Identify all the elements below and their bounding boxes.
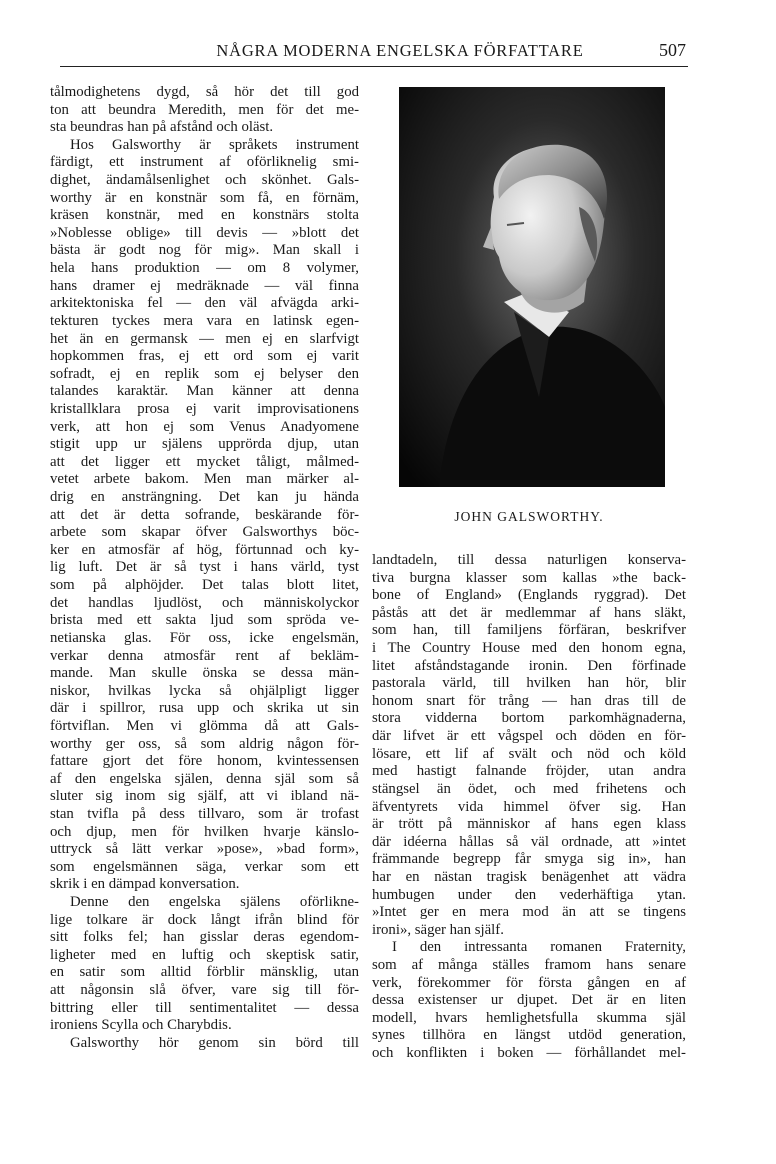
text-line: lösare, ett lif af svält och nöd och köld	[372, 745, 686, 762]
text-line: ironiens Scylla och Charybdis.	[50, 1017, 232, 1034]
text-line: kristallklara prosa ej varit improvisationens	[50, 400, 359, 417]
text-line: Denne den engelska själens oförlikne-	[70, 894, 359, 911]
text-line: litet afståndstagande ironin. Den förfinade	[372, 657, 686, 674]
text-line: är trött på människor af hans egen klass	[372, 816, 686, 833]
portrait-photo	[399, 87, 665, 487]
author-portrait	[399, 87, 665, 487]
text-line: humbugen under den vederhäftiga ytan.	[372, 886, 686, 903]
text-line: landtadeln, till dessa naturligen konserva-	[372, 552, 686, 568]
text-line: att någonsin slå öfver, vare sig till för-	[50, 982, 359, 999]
text-line: mande. Man skulle önska se dessa män-	[50, 665, 359, 682]
text-line: Galsworthy hör genom sin börd till	[70, 1034, 359, 1051]
text-line: vetet arbete bakom. Men man märker al-	[50, 471, 359, 488]
text-line: hopkommen fras, ej ett ord som ej varit	[50, 348, 359, 365]
text-line: pastorala värld, till hvilken han hör, blir	[372, 675, 686, 692]
text-line: I den intressanta romanen Fraternity,	[392, 939, 686, 956]
figure-caption: JOHN GALSWORTHY.	[454, 509, 604, 524]
text-line: att det ligger ett mycket tåligt, målmed-	[50, 453, 359, 470]
text-line: bästa är godt nog för mig». Man skall i	[50, 242, 359, 259]
header-rule	[60, 66, 688, 67]
page-number: 507	[659, 40, 686, 60]
text-line: »Noblesse oblige» till devis — »blott det	[50, 224, 359, 241]
text-line: talandes karaktär. Man känner att denna	[50, 383, 359, 400]
text-line: stigit upp ur själens upprörda djup, utan	[50, 436, 359, 453]
text-line: lig luft. Det är så tyst i hans värld, tyst	[50, 559, 359, 576]
text-line: Hos Galsworthy är språkets instrument	[70, 136, 359, 153]
text-line: verk, att hon ej som Venus Anadyomene	[50, 418, 359, 435]
text-line: modell, hvars hemlighetsfulla skumma själ	[372, 1009, 686, 1026]
text-line: verkar denna atmosfär rent af bekläm-	[50, 647, 359, 664]
text-line: tålmodighetens dygd, så hör det till god	[50, 84, 359, 100]
text-line: sta beundras han på afstånd och oläst.	[50, 119, 274, 136]
text-line: ligheter med en luftig och skeptisk satir,	[50, 946, 359, 963]
text-line: ton att beundra Meredith, men för det me-	[50, 101, 359, 118]
text-line: stora vidderna bortom parkomhägnaderna,	[372, 710, 686, 727]
text-line: främmande begrepp får smyga sig in», han	[372, 851, 686, 868]
text-line: som han, till familjens förfäran, beskrifver	[372, 622, 686, 639]
text-line: worthy är en konstnär som få, en förnäm,	[50, 189, 359, 206]
text-line: uttryck så lätt verkar »pose», »bad form»,	[50, 841, 359, 858]
right-text-column	[372, 552, 686, 1063]
text-line: lige tolkare är dock långt ifrån blind för	[50, 911, 359, 928]
text-line: sofradt, ej en replik som ej belyser den	[50, 365, 359, 382]
text-line: hela hans produktion — om 8 volymer,	[50, 260, 359, 277]
text-line: arbete som skapar öfver Galsworthys böc-	[50, 524, 359, 541]
text-line: och djup, men för hvilken hvarje känslo-	[50, 823, 359, 840]
text-line: som engelsmännen säga, verkar som ett	[50, 858, 359, 875]
text-line: dighet, ändamålsenlighet och skönhet. Gals-	[50, 172, 359, 189]
text-line: honom snart för trång — han dras till de	[372, 692, 686, 709]
text-line: af den engelska själen, denna själ som så	[50, 770, 359, 787]
left-text-column	[50, 84, 359, 1053]
text-line: arkitektoniska fel — den väl afvägda arki-	[50, 295, 359, 312]
text-line: har en nästan tragisk benägenhet att vädra	[372, 868, 686, 885]
text-line: synes tillhöra en längst utdöd generation,	[372, 1027, 686, 1044]
text-line: niskor, hvilkas lycka så ohjälpligt ligger	[50, 682, 359, 699]
text-line: kräsen konstnär, med en konstnärs stolta	[50, 207, 359, 224]
text-line: ker en atmosfär af hög, förtunnad och ky-	[50, 541, 359, 558]
text-line: het än en germansk — men ej en slarfvigt	[50, 330, 359, 347]
text-line: där lifvet är ett vågspel och döden en för-	[372, 728, 686, 745]
text-line: brista med ett sakta ljud som spröda ve-	[50, 612, 359, 629]
text-line: tiva burgna klasser som kallas »the back-	[372, 569, 686, 586]
text-line: worthy ger oss, så som aldrig någon för-	[50, 735, 359, 752]
text-line: där idéerna hållas så väl ordnade, att »intet	[372, 833, 686, 850]
text-line: verk, förekommer för första gången en af	[372, 974, 686, 991]
running-title: NÅGRA MODERNA ENGELSKA FÖRFATTARE	[216, 41, 584, 60]
text-line: med hastigt falnande fröjder, utan andra	[372, 763, 686, 780]
text-line: färdigt, ett instrument af oförliknelig smi-	[50, 154, 359, 171]
text-line: det handlas ljudlöst, och människolyckor	[50, 594, 359, 611]
text-line: hans dramer ej medräknade — väl finna	[50, 277, 359, 294]
text-line: sitt folks fel; han gisslar deras egendom-	[50, 929, 359, 946]
text-line: en satir som alltid förblir mänsklig, utan	[50, 964, 359, 981]
text-line: där i spillror, rusa upp och skrika ut sin	[50, 700, 359, 717]
text-line: äfventyrets vida himmel öfver sig. Han	[372, 798, 686, 815]
text-line: i The Country House med den honom egna,	[372, 640, 686, 657]
text-line: som på alphöjder. Det talas blott litet,	[50, 577, 359, 594]
text-line: drig en ansträngning. Det kan ju hända	[50, 489, 359, 506]
text-line: »Intet ger en mera mod än att se tingens	[372, 904, 686, 921]
text-line: fattare gjort det före honom, kvintessensen	[50, 753, 359, 770]
text-line: påstås att det är medlemmar af hans släkt,	[372, 604, 686, 621]
text-line: förtviflan. Men vi glömma då att Gals-	[50, 717, 359, 734]
text-line: att det är detta sofrande, beskärande för-	[50, 506, 359, 523]
text-line: som af många ställes framom hans senare	[372, 957, 686, 974]
text-line: och konflikten i boken — förhållandet mel-	[372, 1045, 686, 1062]
running-header	[60, 40, 688, 68]
text-line: bone of England» (Englands ryggrad). Det	[372, 587, 686, 604]
text-line: skrik i en dämpad konversation.	[50, 876, 240, 893]
text-line: stängsel än ödet, och med frihetens och	[372, 780, 686, 797]
text-line: netianska glas. För oss, icke engelsmän,	[50, 629, 359, 646]
text-line: stan tvifla på dess tillvaro, som är trofast	[50, 805, 359, 822]
text-line: ironi», säger han själf.	[372, 921, 504, 938]
text-line: bittring eller till sentimentalitet — dessa	[50, 999, 359, 1016]
text-line: dessa existenser ur djupet. Det är en liten	[372, 992, 686, 1009]
text-line: sluter sig inom sig själf, att vi ibland nä-	[50, 788, 359, 805]
text-line: tekturen tyckes mera vara en latinsk egen-	[50, 312, 359, 329]
